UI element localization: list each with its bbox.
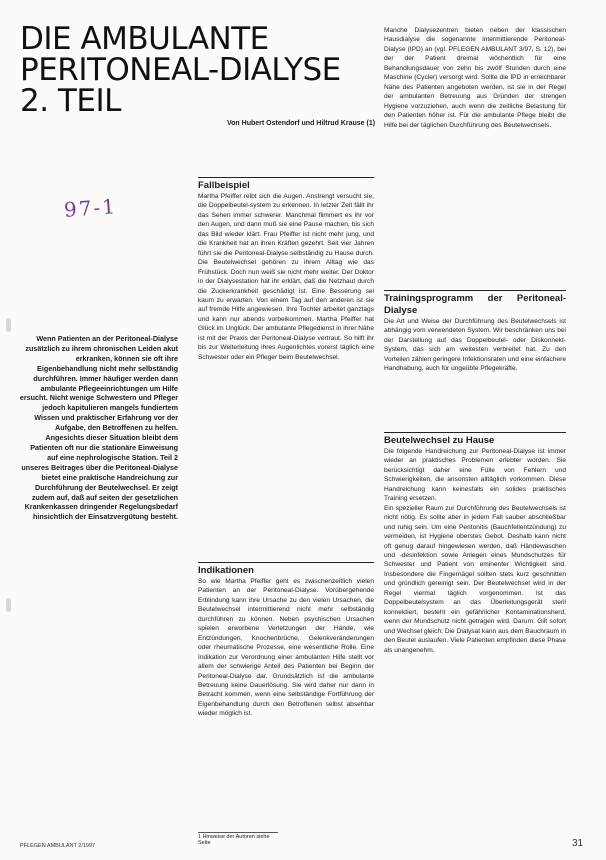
- heading-trainingsprogramm: Trainingsprogramm der Peritoneal-Dialyse: [384, 293, 566, 316]
- title-line-2: PERITONEAL-DIALYSE: [20, 52, 341, 88]
- section-fallbeispiel: [198, 177, 374, 362]
- section-indikationen: [198, 562, 374, 719]
- footer-publication: PFLEGEN AMBULANT 2/1997: [20, 843, 96, 849]
- body-trainingsprogramm: Die Art und Weise der Durchführung des Beutelwechsels ist abhängig vom verwendeten System. Wir beschränken uns bei der Darstellung auf das Doppelbeutel- oder Diskonnekt-System, das sich am weitesten verbreitet hat. Zu den Vorteilen zählen geringere Infektionsraten und eine einfachere Handhabung, auch für ungeübte Pflegekräfte.: [384, 318, 566, 373]
- heading-beutelwechsel: Beutelwechsel zu Hause: [384, 435, 495, 446]
- punch-hole: [6, 318, 11, 332]
- body-intro-right: Manche Dialysezentren bieten neben der klassischen Hausdialyse die sogenannte intermittierende Peritoneal-Dialyse (IPD) an (vgl. PFLEGEN AMBULANT 3/97, S. 12), bei der der Patient dreimal wöchentlich für eine Behandlungsdauer von zehn bis zwölf Stunden durch eine Maschine (Cycler) versorgt wird. Sollte die IPD in erreichbarer Nähe des Patienten angeboten werden, ist sie in der Regel der ambulanten Betreuung aus Gründen der strengen Hygiene vorzuziehen, auch wenn die zeitliche Belastung für den Patienten höher ist. Für die ambulante Pflege bleibt die Hilfe bei der täglichen Durchführung des Beutelwechsels.: [384, 27, 566, 129]
- heading-fallbeispiel: Fallbeispiel: [198, 180, 250, 191]
- body-beutelwechsel-1: Die folgende Handreichung zur Peritoneal-Dialyse ist immer wieder an praktisches Problemen erlebter worden. Sie berücksichtigt daher eine Fülle von Fehlern und Schwierigkeiten, die ansonsten alltäglich vorkommen. Diese Handreichung kann keinesfalls ein solides praktisches Training ersetzen.: [384, 448, 566, 503]
- body-indikationen: So wie Martha Pfeiffer geht es zwischenzeitlich vielen Patienten an der Peritoneal-Dialyse. Vorübergehende Erblindung kann ihre Ursache zu den vielen Ursachen, die Beutelwechsel intermittierend nicht mehr selbständig durchführen zu können. Neben psychischen Ursachen spielen erworbene Verletzungen der Hände, wie Entzündungen, Knochenbrüche, Gelenkveränderungen oder rheumatische Prozesse, eine wesentliche Rolle. Eine Indikation zur Verordnung einer ambulanten Hilfe stellt vor allem der schwierige Anteil des Patienten bei Beginn der Peritoneal-Dialyse dar. Grundsätzlich ist die ambulante Betreuung keine Dauerlösung. Sie wird daher nur dann in Betracht kommen, wenn eine selbständige Fortführung der Eigenbehandlung durch den Betroffenen selbst absehbar wieder möglich ist.: [198, 578, 374, 718]
- authors-byline: Von Hubert Ostendorf und Hiltrud Krause (1): [227, 120, 376, 127]
- page-number: 31: [572, 838, 584, 849]
- title-line-1: DIE AMBULANTE: [20, 21, 269, 57]
- section-trainingsprogramm: [384, 290, 566, 374]
- handwritten-note: 97-1: [63, 194, 118, 222]
- section-beutelwechsel: [384, 432, 566, 655]
- article-title: [20, 21, 341, 119]
- lede-paragraph: Wenn Patienten an der Peritoneal-Dialyse zusätzlich zu ihrem chronischen Leiden akut erkranken, können sie oft ihre Eigenbehandlung nicht mehr selbständig durchführen. Immer häufiger werden dann ambulante Pflegeeinrichtungen um Hilfe ersucht. Nicht wenige Schwestern und Pfleger jedoch kapitulieren mangels fundiertem Wissen und praktischer Erfahrung vor der Aufgabe, den Betroffenen zu helfen. Angesichts dieser Situation bleibt dem Patienten oft nur die stationäre Einweisung auf eine nephrologische Station. Teil 2 unseres Beitrages über die Peritoneal-Dialyse bietet eine praktische Handreichung zur Durchführung der Beutelwechsel. Er zeigt zudem auf, daß auf seiten der gesetzlichen Krankenkassen dringender Regelungsbedarf hinsichtlich der Einsatzvergütung besteht.: [19, 334, 178, 522]
- punch-hole: [6, 598, 11, 612]
- heading-indikationen: Indikationen: [198, 565, 254, 576]
- title-line-3: 2. TEIL: [20, 83, 121, 119]
- footnote: 1 Hinweise der Autoren siehe Seite: [198, 832, 278, 846]
- section-intro-right: [384, 26, 566, 130]
- body-beutelwechsel-2: Ein spezieller Raum zur Durchführung des Beutelwechsels ist nicht nötig. Es sollte aber in jedem Fall sauber abschließbar und ruhig sein. Um eine Peritonitis (Bauchfellentzündung) zu vermeiden, ist Hygiene oberstes Gebot. Deshalb kann nicht oft genug darauf hingewiesen werden, daß Händewaschen und -desinfektion sowie Anlegen eines Mundschutzes für Schwester und Patient von eminenter Wichtigkeit sind. Insbesondere die Fingernägel sollten stets kurz geschnitten und gründlich gereinigt sein. Der Beutelwechsel wird in der Regel viermal täglich vorgenommen. Ist das Doppelbeutelsystem an das Überleitungsgerät steril konnektiert, besteht ein gefährlicher Kontaminationsherd, wenn der Mundschutz nicht getragen wird. Darum: Gilt sofort und Wechsel gleich: Die Dialysat kann aus dem Bauchraum in den Beutel auslaufen. Viele Patienten empfinden diese Phase als unangenehm.: [384, 504, 566, 654]
- body-fallbeispiel: Martha Pfeiffer reibt sich die Augen. Anstrengt versucht sie, die Doppelbeutel-system zu erkennen. In letzter Zeit fällt ihr das Sehen immer schwerer. Manchmal flimmert es ihr vor den Augen, und dann muß sie eine Pause machen, bis sich das Bild wieder klärt. Frau Pfeiffer ist nicht mehr jung, und die Krankheit hat an ihren Kräften gezehrt. Seit vier Jahren führt sie die Peritoneal-Dialyse selbständig zu Hause durch. Die Beutelwechsel gehören zu ihrem Alltag wie das Frühstück. Doch nun weiß sie nicht mehr weiter. Der Doktor in der Dialysestation hat ihr erklärt, daß die Netzhaut durch die Zuckerkrankheit geschädigt ist. Eine Besserung sei kaum zu erwarten. Von einem Tag auf den anderen ist sie auf fremde Hilfe angewiesen. Ihre Tochter arbeitet ganztags und kann nur abends vorbeikommen. Martha Pfeiffer hat Glück im Unglück. Der ambulante Pflegedienst in ihrer Nähe ist mit der Praxis der Peritoneal-Dialyse vertraut. So hilft ihr bis zur Weiterleitung ihres Augenlichtes vorerst täglich eine Schwester oder ein Pfleger beim Beutelwechsel.: [198, 193, 374, 361]
